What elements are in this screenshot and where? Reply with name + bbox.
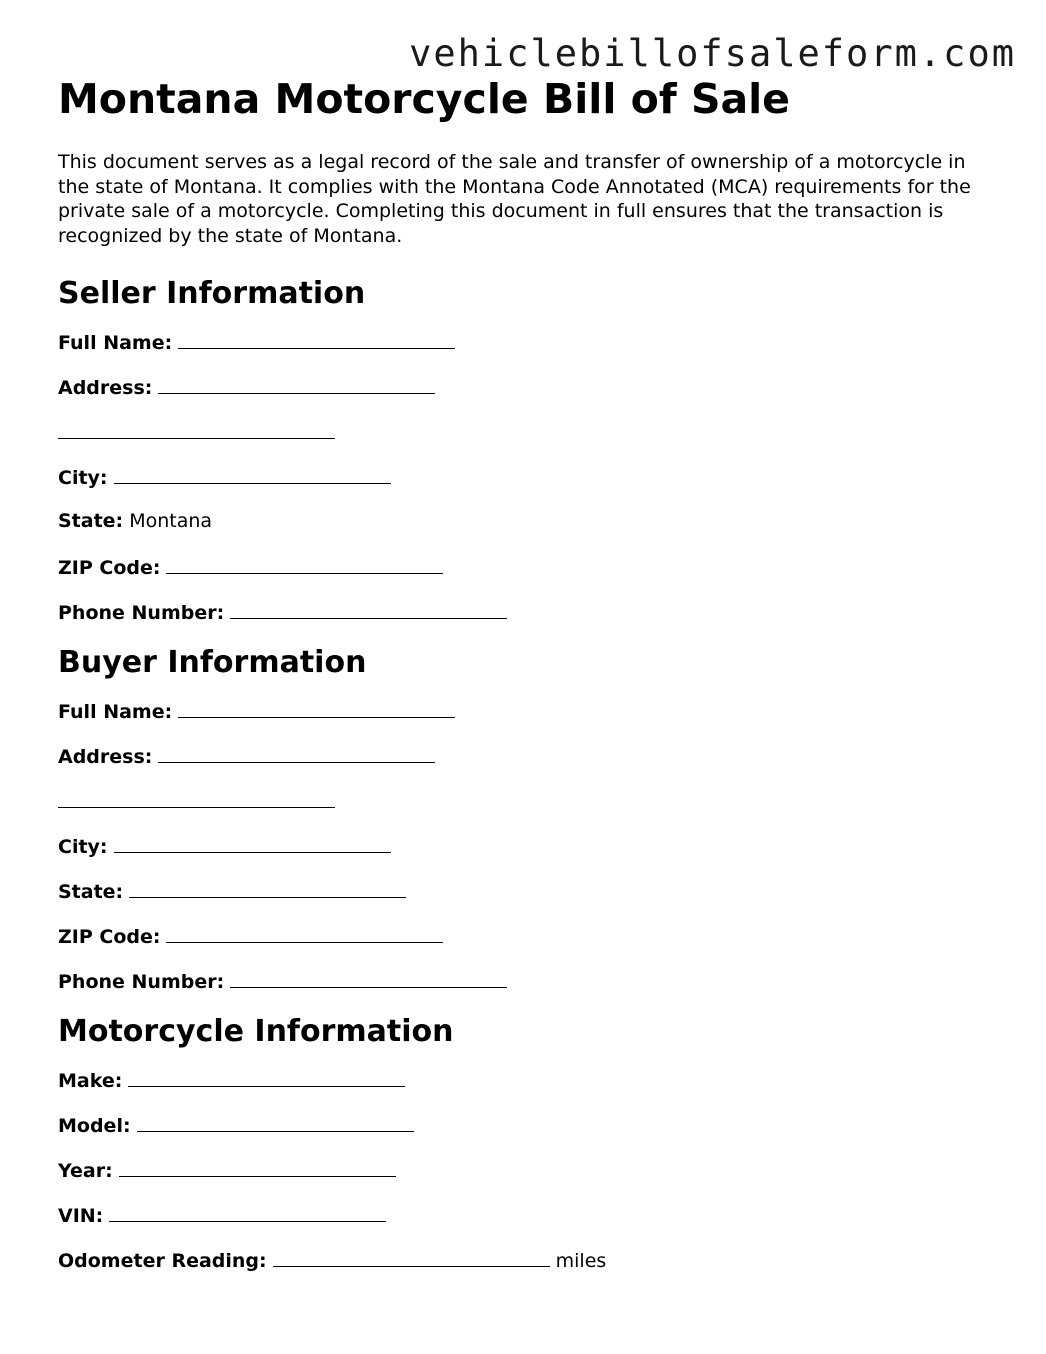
- seller-state-field: [58, 510, 998, 555]
- buyer-phone-field: [58, 969, 998, 1014]
- motorcycle-section: [58, 1014, 998, 1293]
- odometer-field: [58, 1248, 998, 1293]
- buyer-address-line2-field: [58, 789, 998, 834]
- buyer-full-name-blank[interactable]: [178, 699, 455, 718]
- seller-state-label: State:: [58, 510, 124, 532]
- seller-state-value: Montana: [129, 510, 213, 532]
- vin-label: VIN:: [58, 1205, 104, 1227]
- buyer-city-label: City:: [58, 836, 108, 858]
- buyer-state-blank[interactable]: [129, 879, 406, 898]
- seller-full-name-blank[interactable]: [178, 330, 455, 349]
- seller-heading: Seller Information: [58, 276, 366, 311]
- model-blank[interactable]: [137, 1113, 414, 1132]
- seller-address-blank[interactable]: [158, 375, 435, 394]
- buyer-zip-blank[interactable]: [166, 924, 443, 943]
- buyer-address-blank[interactable]: [158, 744, 435, 763]
- buyer-state-label: State:: [58, 881, 124, 903]
- make-blank[interactable]: [128, 1068, 405, 1087]
- seller-zip-label: ZIP Code:: [58, 557, 161, 579]
- year-field: [58, 1158, 998, 1203]
- buyer-phone-label: Phone Number:: [58, 971, 225, 993]
- seller-section: [58, 276, 998, 645]
- buyer-full-name-label: Full Name:: [58, 701, 173, 723]
- seller-city-label: City:: [58, 467, 108, 489]
- document-body: [58, 72, 998, 1293]
- odometer-blank[interactable]: [273, 1248, 550, 1267]
- vin-blank[interactable]: [109, 1203, 386, 1222]
- intro-paragraph: This document serves as a legal record of the sale and transfer of ownership of a motorcycle in the state of Montana. It complies with the Montana Code Annotated (MCA) requirements for the private sale of a motorcycle. Completing this document in full ensures that the transaction is recognized by the state of Montana.: [58, 151, 971, 247]
- seller-phone-field: [58, 600, 998, 645]
- seller-full-name-field: [58, 330, 998, 375]
- buyer-heading: Buyer Information: [58, 645, 367, 680]
- seller-address-line2-blank[interactable]: [58, 420, 335, 439]
- buyer-state-field: [58, 879, 998, 924]
- buyer-phone-blank[interactable]: [230, 969, 507, 988]
- vin-field: [58, 1203, 998, 1248]
- seller-city-blank[interactable]: [114, 465, 391, 484]
- seller-zip-field: [58, 555, 998, 600]
- odometer-unit: miles: [555, 1250, 607, 1272]
- buyer-section: [58, 645, 998, 1014]
- seller-address-field: [58, 375, 998, 420]
- buyer-address-label: Address:: [58, 746, 153, 768]
- buyer-address-line2-blank[interactable]: [58, 789, 335, 808]
- seller-address-line2-field: [58, 420, 998, 465]
- buyer-city-field: [58, 834, 998, 879]
- make-field: [58, 1068, 998, 1113]
- buyer-address-field: [58, 744, 998, 789]
- seller-zip-blank[interactable]: [166, 555, 443, 574]
- odometer-label: Odometer Reading:: [58, 1250, 267, 1272]
- site-watermark: vehiclebillofsaleform.com: [409, 32, 1016, 75]
- year-blank[interactable]: [119, 1158, 396, 1177]
- buyer-city-blank[interactable]: [114, 834, 391, 853]
- buyer-zip-field: [58, 924, 998, 969]
- year-label: Year:: [58, 1160, 113, 1182]
- seller-full-name-label: Full Name:: [58, 332, 173, 354]
- seller-phone-label: Phone Number:: [58, 602, 225, 624]
- model-label: Model:: [58, 1115, 131, 1137]
- seller-address-label: Address:: [58, 377, 153, 399]
- make-label: Make:: [58, 1070, 123, 1092]
- seller-phone-blank[interactable]: [230, 600, 507, 619]
- motorcycle-heading: Motorcycle Information: [58, 1014, 454, 1049]
- page-title: Montana Motorcycle Bill of Sale: [58, 75, 790, 123]
- buyer-zip-label: ZIP Code:: [58, 926, 161, 948]
- seller-city-field: [58, 465, 998, 510]
- buyer-full-name-field: [58, 699, 998, 744]
- model-field: [58, 1113, 998, 1158]
